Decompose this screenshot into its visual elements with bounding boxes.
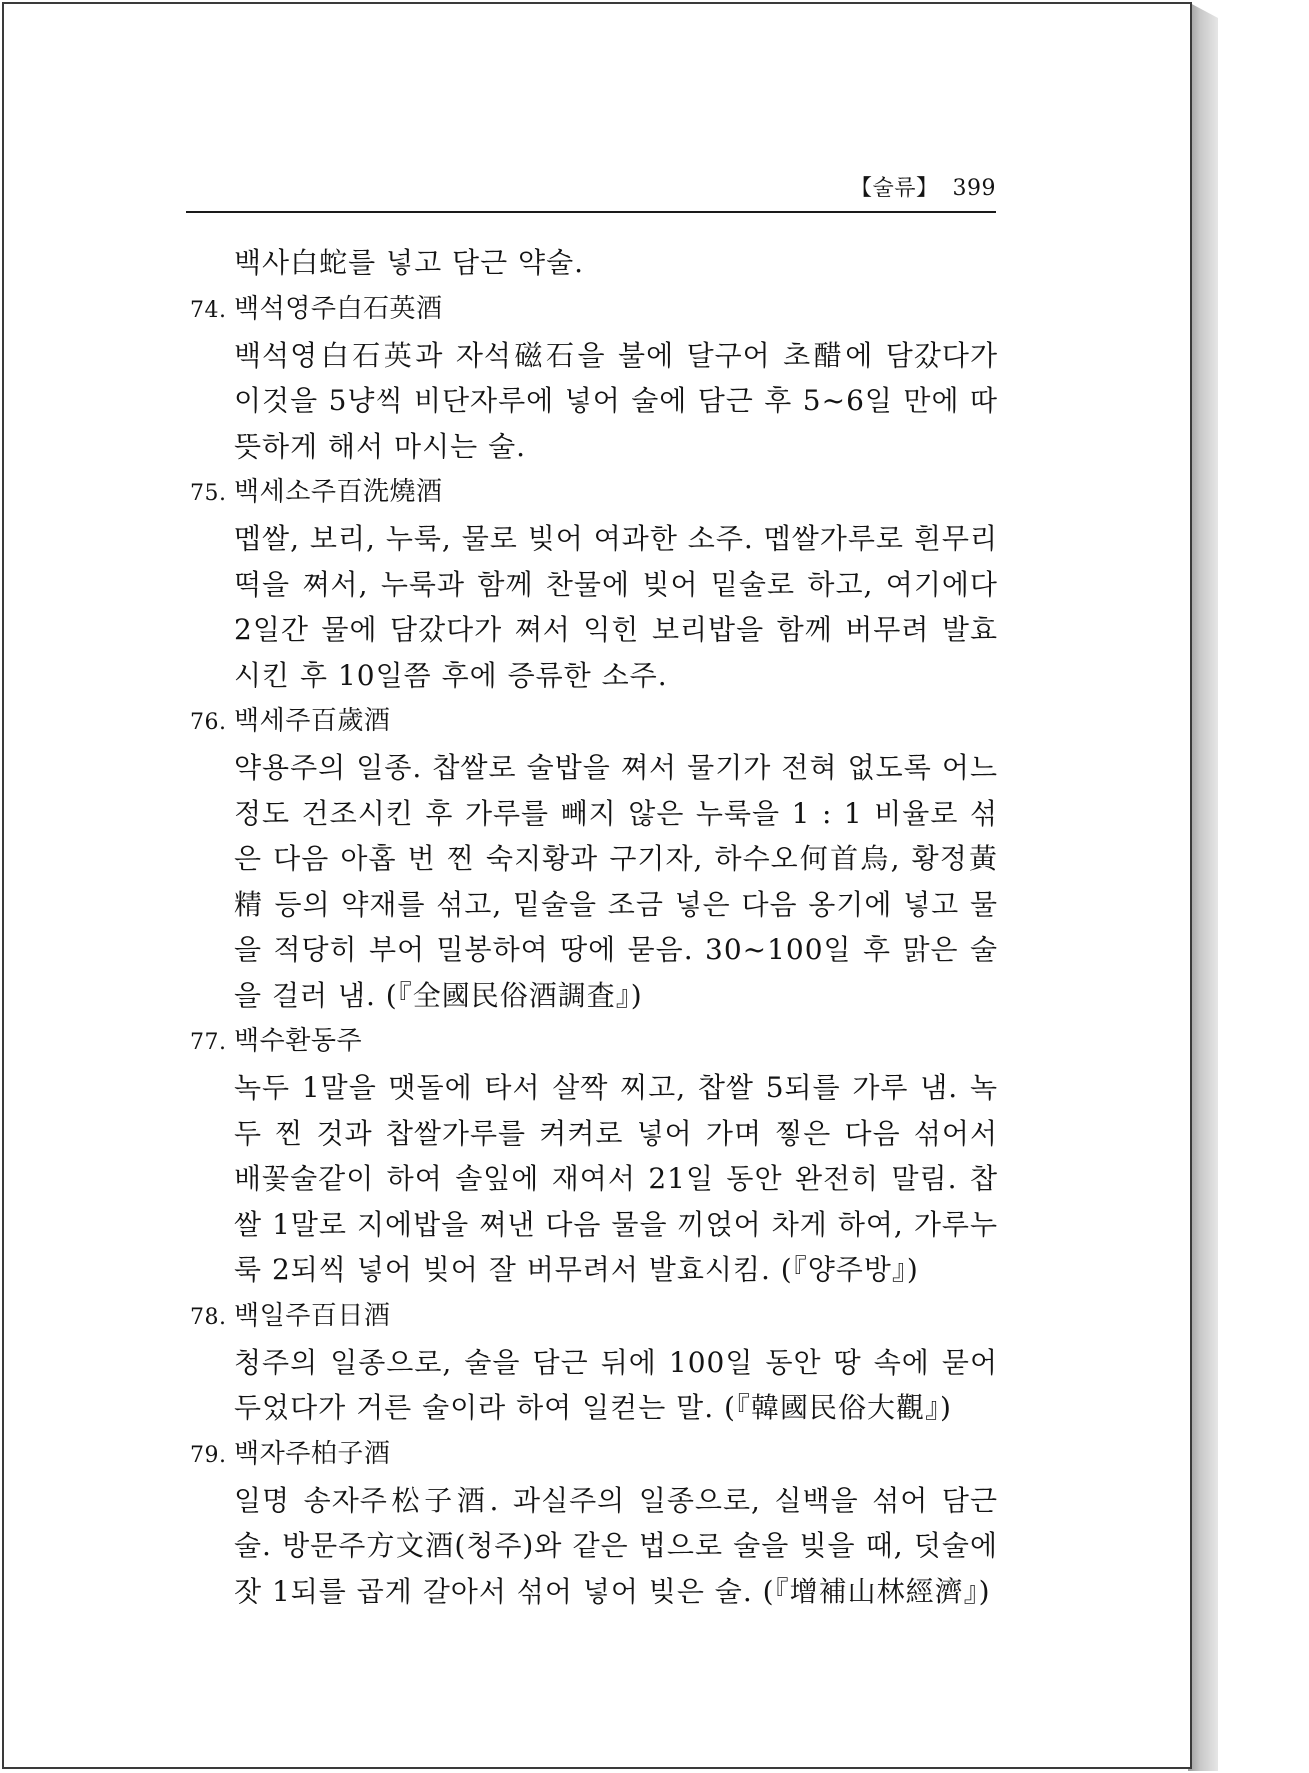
entry-title: 백수환동주 xyxy=(234,1026,363,1056)
entry-heading xyxy=(190,1019,998,1065)
entry-number: 78. xyxy=(190,1304,227,1330)
dictionary-entries xyxy=(190,240,998,1615)
entry-number: 76. xyxy=(190,710,227,735)
entry-75 xyxy=(190,470,998,698)
running-header xyxy=(186,168,996,210)
entry-78 xyxy=(190,1294,998,1431)
entry-number: 75. xyxy=(190,481,227,506)
entry-title: 백일주百日酒 xyxy=(234,1300,391,1331)
page-edge-shadow xyxy=(1188,2,1218,1771)
entry-body: 청주의 일종으로, 술을 담근 뒤에 100일 동안 땅 속에 묻어 두었다가 거른 술이라 하여 일컫는 말. (『韓國民俗大觀』) xyxy=(234,1345,998,1424)
entry-79 xyxy=(190,1432,998,1615)
entry-heading xyxy=(190,1432,998,1478)
entry-76 xyxy=(190,699,998,1018)
entry-74 xyxy=(190,287,998,470)
entry-body: 백석영白石英과 자석磁石을 불에 달구어 초醋에 담갔다가 이것을 5냥씩 비단자루에 넣어 술에 담근 후 5~6일 만에 따뜻하게 해서 마시는 술. xyxy=(234,338,998,463)
entry-heading xyxy=(190,699,998,745)
entry-number: 74. xyxy=(190,297,227,323)
entry-body: 녹두 1말을 맷돌에 타서 살짝 찌고, 찹쌀 5되를 가루 냄. 녹두 찐 것과 찹쌀가루를 켜켜로 넣어 가며 찧은 다음 섞어서 배꽃술같이 하여 솔잎에 재여서 21일 동안 완전히 말림. 찹쌀 1말로 지에밥을 쪄낸 다음 물을 끼얹어 차게 하여, 가루누룩 2되씩 넣어 빚어 잘 버무려서 발효시킴. (『양주방』) xyxy=(234,1071,998,1286)
entry-heading xyxy=(190,470,998,516)
entry-77 xyxy=(190,1019,998,1293)
entry-title: 백세주百歲酒 xyxy=(234,706,391,736)
continued-text: 백사白蛇를 넣고 담근 약술. xyxy=(234,246,585,279)
entry-number: 77. xyxy=(190,1030,227,1055)
entry-body: 약용주의 일종. 찹쌀로 술밥을 쪄서 물기가 전혀 없도록 어느 정도 건조시킨 후 가루를 빼지 않은 누룩을 1 : 1 비율로 섞은 다음 아홉 번 찐 숙지황과 구기자, 하수오何首烏, 황정黃精 등의 약재를 섞고, 밑술을 조금 넣은 다음 옹기에 넣고 물을 적당히 부어 밀봉하여 땅에 묻음. 30~100일 후 맑은 술을 걸러 냄. (『全國民俗酒調査』) xyxy=(234,751,998,1012)
entry-title: 백세소주百洗燒酒 xyxy=(234,477,443,507)
entry-heading xyxy=(190,287,998,333)
header-rule xyxy=(186,211,996,213)
page-number: 399 xyxy=(952,176,996,201)
entry-title: 백석영주白石英酒 xyxy=(234,293,443,324)
entry-number: 79. xyxy=(190,1442,227,1468)
entry-title: 백자주柏子酒 xyxy=(234,1438,391,1469)
entry-body: 일명 송자주松子酒. 과실주의 일종으로, 실백을 섞어 담근 술. 방문주方文酒(청주)와 같은 법으로 술을 빚을 때, 덧술에 잣 1되를 곱게 갈아서 섞어 넣어 빚은 술. (『增補山林經濟』) xyxy=(234,1483,998,1608)
entry-heading xyxy=(190,1294,998,1340)
section-label: 【술류】 xyxy=(849,176,939,201)
entry-body: 멥쌀, 보리, 누룩, 물로 빚어 여과한 소주. 멥쌀가루로 흰무리떡을 쪄서, 누룩과 함께 찬물에 빚어 밑술로 하고, 여기에다 2일간 물에 담갔다가 쪄서 익힌 보리밥을 함께 버무려 발효시킨 후 10일쯤 후에 증류한 소주. xyxy=(234,522,998,692)
